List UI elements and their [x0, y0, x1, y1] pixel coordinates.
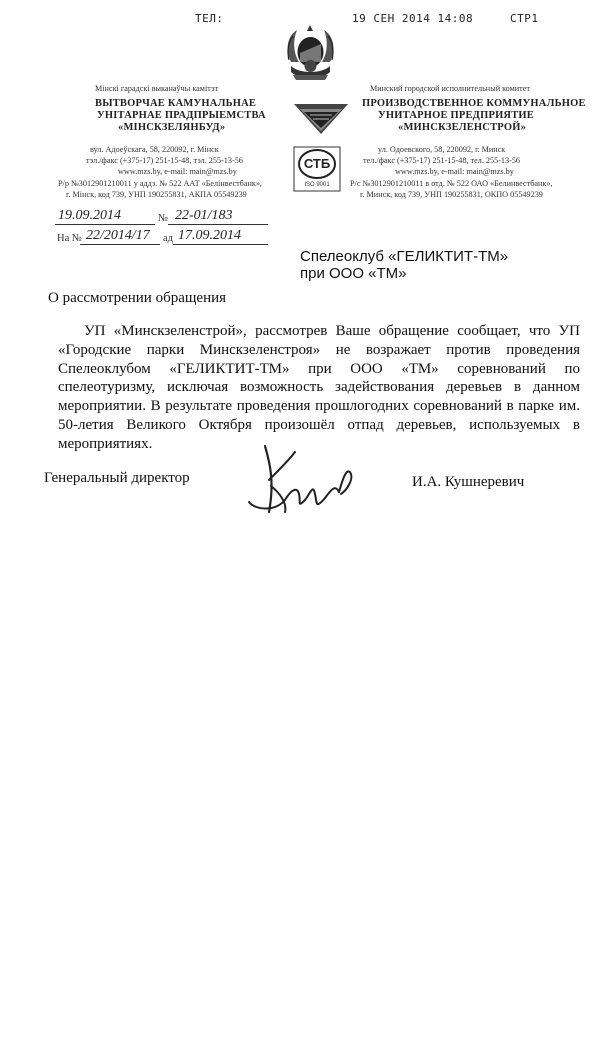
left-address-1: вул. Адоеўскага, 58, 220092, г. Мінск — [90, 145, 219, 154]
state-emblem-icon — [283, 22, 338, 84]
fax-page-number: СТР1 — [510, 12, 539, 25]
cert-iso: ISO 9001 — [304, 182, 330, 188]
right-org-line3: «МИНСКЗЕЛЕНСТРОЙ» — [398, 122, 527, 133]
letter-subject: О рассмотрении обращения — [48, 290, 227, 306]
left-address-2: тэл./факс (+375-17) 251-15-48, тэл. 255-13-56 — [86, 156, 243, 165]
signatory-position: Генеральный директор — [44, 470, 190, 486]
date-underline — [55, 224, 155, 225]
reference-underline — [80, 244, 160, 245]
right-address-4: Р/с №3012901210011 в отд. № 522 ОАО «Белинвестбанк», — [350, 179, 553, 188]
company-logo-icon — [290, 100, 352, 136]
left-address-5: г. Мінск, код 739, УНП 190255831, АКПА 05549239 — [66, 190, 247, 199]
reference-number: 22/2014/17 — [86, 228, 150, 243]
letter-body: УП «Минскзеленстрой», рассмотрев Ваше обращение сообщает, что УП «Городские парки Минскзеленстроя» не возражает против проведения Спелеоклубом «ГЕЛИКТИТ-ТМ» при ООО «ТМ» соревнований по спелеотуризму, исключая возможность задействования деревьев в данном мероприятии. В результате проведения прошлогодних соревнований в парке им. 50-летия Великого Октября произошёл отпад деревьев, используемых в мероприятиях. — [58, 323, 580, 452]
outgoing-date: 19.09.2014 — [58, 208, 121, 223]
right-address-5: г. Минск, код 739, УНП 190255831, ОКПО 05549239 — [360, 190, 543, 199]
reference-date: 17.09.2014 — [178, 228, 241, 243]
reference-date-underline — [173, 244, 268, 245]
right-org-line2: УНИТАРНОЕ ПРЕДПРИЯТИЕ — [378, 110, 534, 121]
right-address-2: тел./факс (+375-17) 251-15-48, тел. 255-13-56 — [363, 156, 521, 165]
left-address-4: Р/р №3012901210011 у аддз. № 522 ААТ «Белінвестбанк», — [58, 179, 262, 188]
reference-number-label: На № — [57, 233, 82, 244]
right-address-3: www.mzs.by, e-mail: main@mzs.by — [395, 167, 514, 176]
number-underline — [168, 224, 268, 225]
fax-datetime: 19 СЕН 2014 14:08 — [352, 12, 474, 25]
recipient-line2: при ООО «ТМ» — [300, 265, 407, 282]
recipient-line1: Спелеоклуб «ГЕЛИКТИТ-ТМ» — [300, 248, 509, 265]
fax-tel-label: ТЕЛ: — [195, 12, 224, 25]
handwritten-signature — [235, 440, 365, 520]
left-authority: Мінскі гарадскі выканаўчы камітэт — [95, 84, 219, 93]
left-org-line1: ВЫТВОРЧАЕ КАМУНАЛЬНАЕ — [95, 98, 257, 109]
right-authority: Минский городской исполнительный комитет — [370, 84, 530, 93]
signatory-name: И.А. Кушнеревич — [412, 474, 525, 490]
left-address-3: www.mzs.by, e-mail: main@mzs.by — [118, 167, 237, 176]
right-org-line1: ПРОИЗВОДСТВЕННОЕ КОММУНАЛЬНОЕ — [362, 98, 586, 109]
cert-code: СТБ — [303, 156, 331, 171]
left-org-line2: УНІТАРНАЕ ПРАДПРЫЕМСТВА — [97, 110, 266, 121]
outgoing-number: 22-01/183 — [175, 208, 233, 223]
right-address-1: ул. Одоевского, 58, 220092, г. Минск — [378, 145, 506, 154]
outgoing-number-label: № — [158, 213, 169, 224]
certification-badge — [293, 146, 341, 192]
left-org-line3: «МІНСКЗЕЛЯНБУД» — [118, 122, 226, 133]
reference-date-label: ад — [163, 233, 174, 244]
